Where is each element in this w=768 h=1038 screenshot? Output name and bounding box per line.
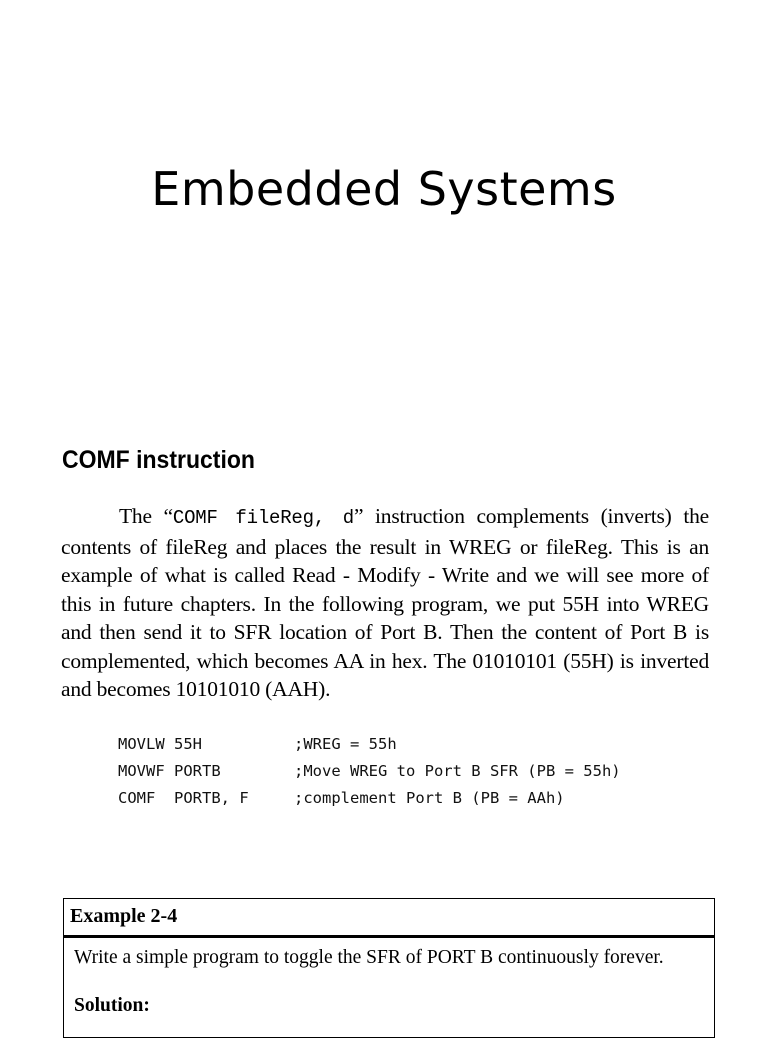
code-line bbox=[118, 785, 621, 812]
code-block bbox=[118, 731, 621, 812]
section-heading: COMF instruction bbox=[62, 446, 255, 474]
code-instruction: MOVLW 55H bbox=[118, 735, 202, 753]
slide-title: Embedded Systems bbox=[151, 162, 617, 216]
example-label: Example 2-4 bbox=[64, 899, 714, 938]
code-comment: ;WREG = 55h bbox=[294, 735, 397, 753]
example-question: Write a simple program to toggle the SFR of PORT B continuously forever. bbox=[74, 947, 664, 968]
body-paragraph bbox=[61, 502, 709, 704]
paragraph-rest: ” instruction complements (inverts) the contents of fileReg and places the result in WREG or fileReg. This is an example of what is called Read - Modify - Write and we will see more of this in future chapters. In the following program, we put 55H into WREG and then send it to SFR location of Port B. Then the content of Port B is complemented, which becomes AA in hex. The 01010101 (55H) is inverted and becomes 10101010 (AAH). bbox=[61, 504, 709, 701]
example-box bbox=[63, 898, 715, 1038]
inline-code: COMF fileReg, d bbox=[172, 507, 354, 529]
code-instruction: MOVWF PORTB bbox=[118, 762, 221, 780]
solution-label: Solution: bbox=[74, 995, 150, 1016]
code-instruction: COMF PORTB, F bbox=[118, 789, 249, 807]
code-comment: ;Move WREG to Port B SFR (PB = 55h) bbox=[294, 762, 621, 780]
code-line bbox=[118, 758, 621, 785]
code-comment: ;complement Port B (PB = AAh) bbox=[294, 789, 565, 807]
code-line bbox=[118, 731, 621, 758]
paragraph-lead: The “ bbox=[119, 504, 173, 528]
